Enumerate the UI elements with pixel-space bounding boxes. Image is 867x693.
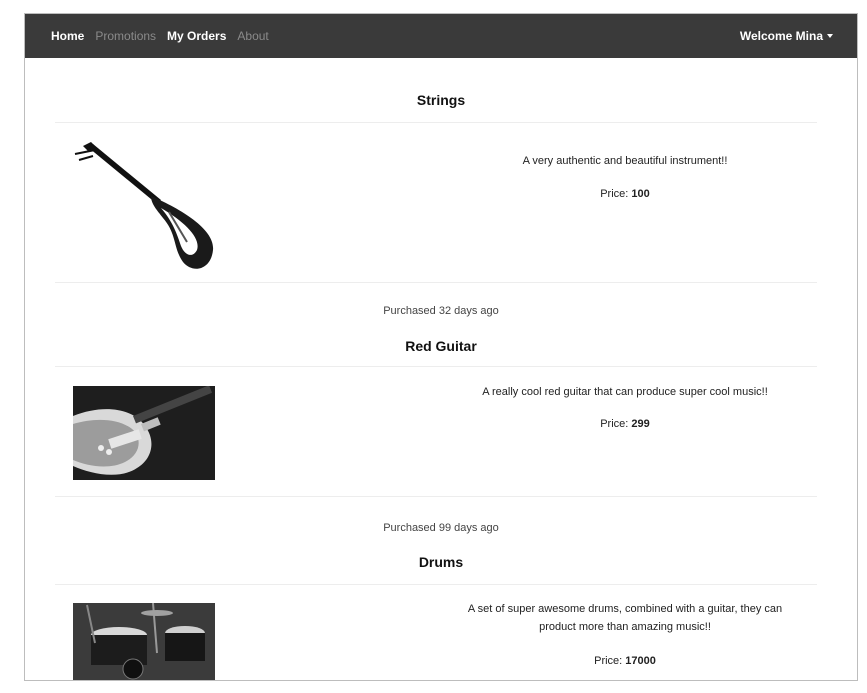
user-menu-dropdown[interactable] [740, 29, 833, 43]
nav-links [51, 29, 269, 43]
nav-about-link[interactable]: About [237, 29, 269, 43]
divider [55, 366, 817, 367]
nav-my-orders-link[interactable]: My Orders [167, 29, 227, 43]
order-price [445, 188, 805, 200]
divider [55, 496, 817, 497]
price-label: Price: [594, 655, 623, 667]
purchased-info: Purchased 99 days ago [383, 522, 499, 534]
purchased-info: Purchased 32 days ago [383, 305, 499, 317]
nav-promotions-link[interactable]: Promotions [95, 29, 157, 43]
divider [55, 282, 817, 283]
price-value: 299 [631, 418, 650, 430]
order-title: Strings [416, 92, 466, 108]
order-title: Red Guitar [405, 338, 477, 354]
price-value: 100 [631, 188, 650, 200]
violin-image [65, 138, 225, 278]
order-title: Drums [418, 554, 464, 570]
order-description: A really cool red guitar that can produce super cool music!! [482, 386, 768, 398]
price-value: 17000 [625, 655, 656, 667]
red-guitar-image [73, 386, 215, 480]
order-price [445, 655, 805, 667]
top-navbar [25, 14, 857, 58]
divider [55, 122, 817, 123]
description-line: product more than amazing music!! [539, 621, 711, 633]
user-menu-label: Welcome Mina [739, 29, 823, 43]
price-label: Price: [600, 188, 629, 200]
nav-home-link[interactable]: Home [51, 29, 85, 43]
order-price [445, 418, 805, 430]
order-description: A very authentic and beautiful instrument!! [522, 155, 728, 167]
price-label: Price: [600, 418, 629, 430]
description-line: A set of super awesome drums, combined with a guitar, they can [467, 603, 783, 615]
app-frame [24, 13, 858, 681]
divider [55, 584, 817, 585]
drums-image [73, 603, 215, 681]
caret-down-icon [827, 34, 833, 38]
order-description [445, 600, 805, 636]
